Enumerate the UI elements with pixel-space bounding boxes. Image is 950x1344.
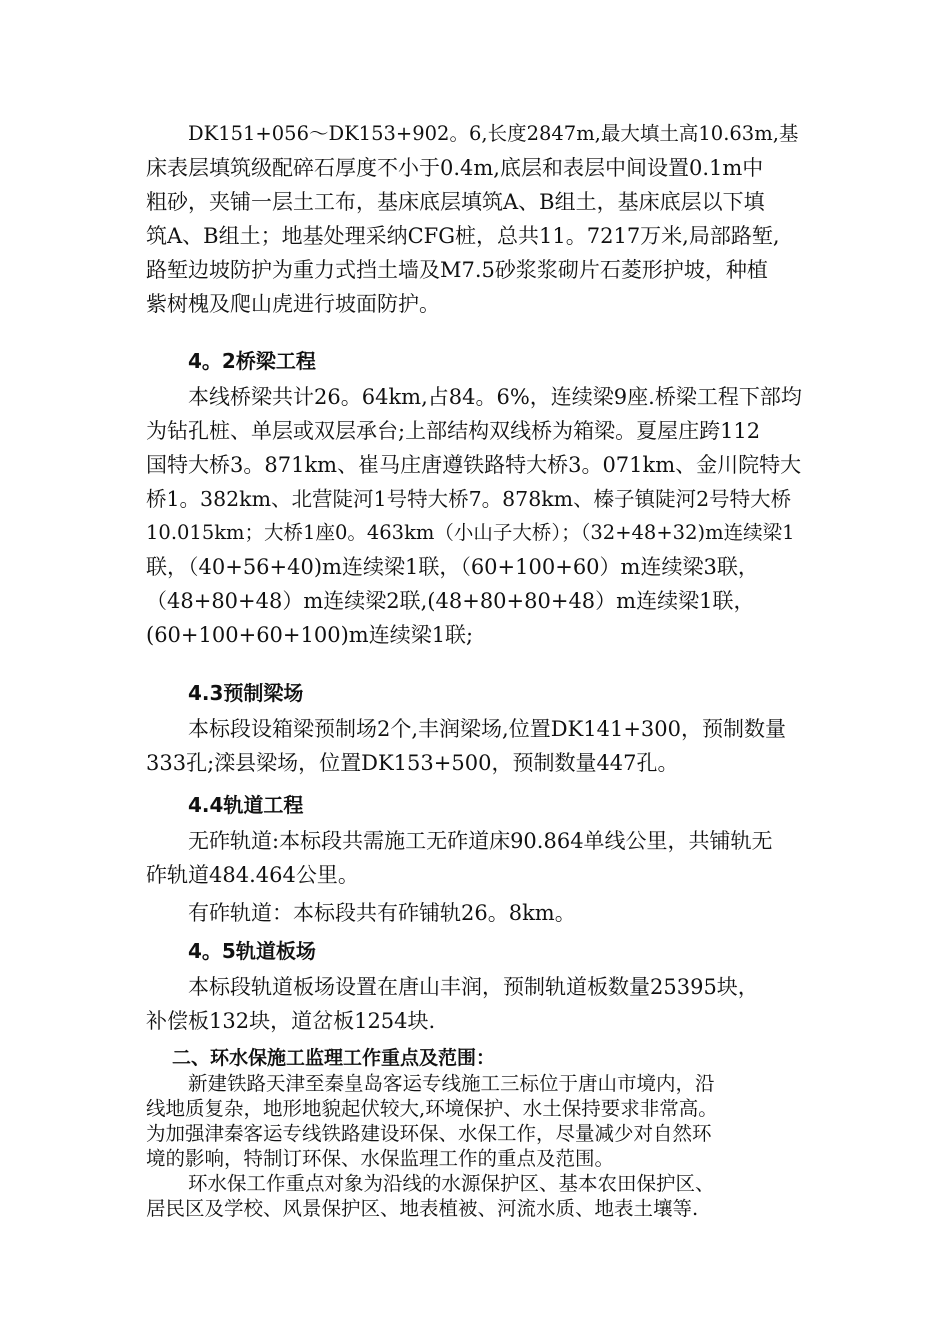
text-line: 线地质复杂，地形地貌起伏较大,环境保护、水土保持要求非常高。 <box>146 1097 718 1120</box>
text-line: 本标段设箱梁预制场2个,丰润梁场,位置DK141+300，预制数量 <box>188 717 786 741</box>
text-line: 无砟轨道:本标段共需施工无砟道床90.864单线公里，共铺轨无 <box>188 829 773 853</box>
paragraph-bridge <box>146 380 806 652</box>
text-line: 环水保工作重点对象为沿线的水源保护区、基本农田保护区、 <box>188 1172 715 1195</box>
text-line: 砟轨道484.464公里。 <box>146 863 359 887</box>
heading-bridge-engineering: 4。2桥梁工程 <box>188 349 316 373</box>
text-line: （48+80+48）m连续梁2联,(48+80+80+48）m连续梁1联， <box>146 589 755 613</box>
text-line: DK151+056～DK153+902。6,长度2847m,最大填土高10.63m,基 <box>188 122 799 145</box>
paragraph-subgrade <box>146 117 806 321</box>
paragraph-ballastless-track <box>146 824 806 892</box>
heading-track-slab-yard: 4。5轨道板场 <box>188 939 316 963</box>
paragraph-track-slab-yard <box>146 970 806 1038</box>
text-line: 桥1。382km、北营陡河1号特大桥7。878km、榛子镇陡河2号特大桥 <box>146 487 792 511</box>
text-line: 路堑边坡防护为重力式挡土墙及M7.5砂浆浆砌片石菱形护坡，种植 <box>146 258 768 282</box>
text-line: 新建铁路天津至秦皇岛客运专线施工三标位于唐山市境内，沿 <box>188 1072 715 1095</box>
paragraph-ballasted-track <box>146 896 806 930</box>
text-line: 333孔;滦县梁场，位置DK153+500，预制数量447孔。 <box>146 751 679 775</box>
heading-precast-yard: 4.3预制梁场 <box>188 681 304 705</box>
text-line: 补偿板132块，道岔板1254块. <box>146 1009 436 1033</box>
text-line: 本标段轨道板场设置在唐山丰润，预制轨道板数量25395块， <box>188 975 759 999</box>
text-line: 10.015km；大桥1座0。463km（小山子大桥）；（32+48+32)m连续梁1 <box>146 521 795 544</box>
heading-track-engineering: 4.4轨道工程 <box>188 793 304 817</box>
text-line: 为加强津秦客运专线铁路建设环保、水保工作，尽量减少对自然环 <box>146 1122 712 1145</box>
text-line: 粗砂，夹铺一层土工布，基床底层填筑A、B组土，基床底层以下填 <box>146 190 765 214</box>
text-line: 筑A、B组土；地基处理采纳CFG桩，总共11。7217万米,局部路堑, <box>146 224 780 248</box>
text-line: 居民区及学校、风景保护区、地表植被、河流水质、地表土壤等. <box>146 1197 699 1220</box>
paragraph-environmental-intro <box>146 1071 806 1171</box>
section-title-environmental-supervision: 二、环水保施工监理工作重点及范围： <box>172 1047 496 1069</box>
paragraph-environmental-focus <box>146 1171 806 1221</box>
text-line: 床表层填筑级配碎石厚度不小于0.4m,底层和表层中间设置0.1m中 <box>146 156 764 180</box>
text-line: 境的影响，特制订环保、水保监理工作的重点及范围。 <box>146 1147 615 1170</box>
paragraph-precast-yard <box>146 712 806 780</box>
text-line: 联，（40+56+40)m连续梁1联，（60+100+60）m连续梁3联， <box>146 555 759 579</box>
text-line: 紫树槐及爬山虎进行坡面防护。 <box>146 292 440 316</box>
text-line: 本线桥梁共计26。64km,占84。6%，连续梁9座.桥梁工程下部均 <box>188 385 802 409</box>
text-line: 有砟轨道：本标段共有砟铺轨26。8km。 <box>188 901 576 925</box>
text-line: (60+100+60+100)m连续梁1联; <box>146 623 474 647</box>
text-line: 为钻孔桩、单层或双层承台;上部结构双线桥为箱梁。夏屋庄跨112 <box>146 419 761 443</box>
text-line: 国特大桥3。871km、崔马庄唐遵铁路特大桥3。071km、金川院特大 <box>146 453 802 477</box>
